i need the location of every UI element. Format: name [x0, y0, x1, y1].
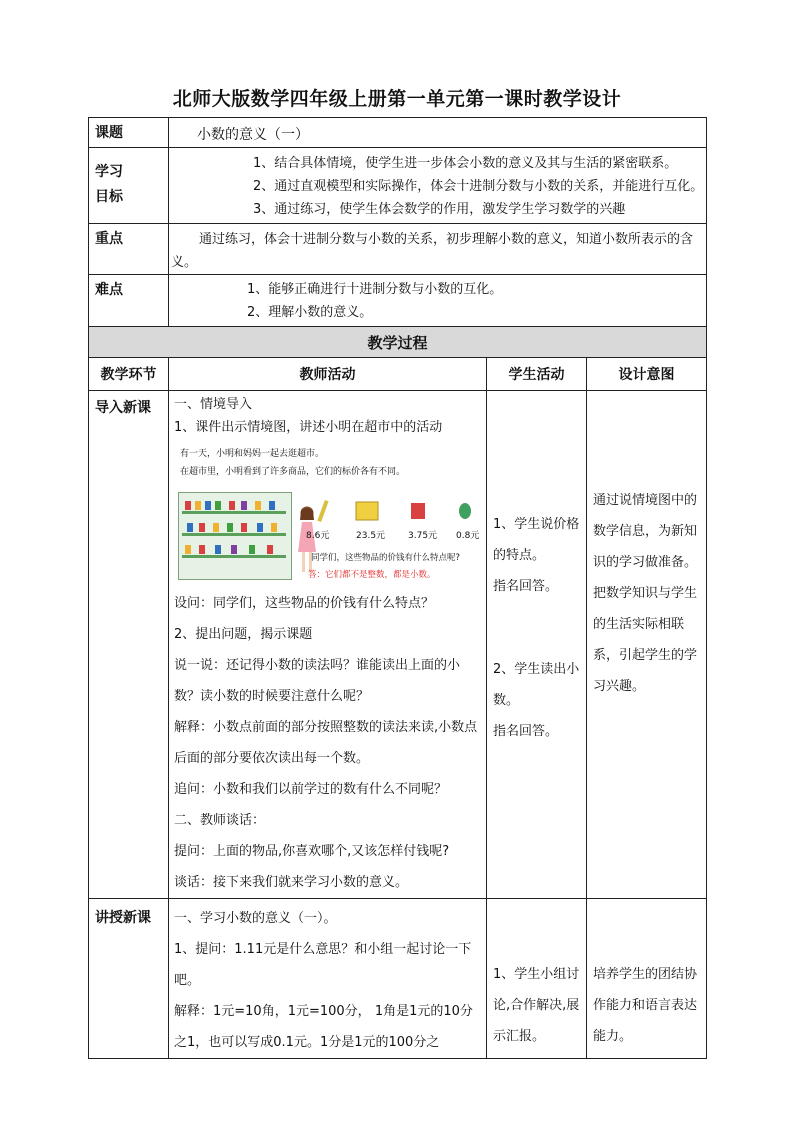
- key-points-text: 通过练习，体会十进制分数与小数的关系，初步理解小数的意义，知道小数所表示的含义。: [169, 224, 707, 275]
- key-points-label: 重点: [89, 224, 169, 275]
- topic-value: 小数的意义（一）: [169, 118, 707, 148]
- price-label: 8.6元: [306, 531, 330, 541]
- goal-item: 2、通过直观模型和实际操作，体会十进制分数与小数的关系，并能进行互化。: [253, 179, 704, 194]
- design-intent: 通过说情境图中的数学信息，为新知识的学习做准备。把数学知识与学生的生活实际相联系，引起学生的学习兴趣。: [587, 391, 707, 899]
- column-header: 设计意图: [587, 358, 707, 391]
- book-product-image: [354, 498, 380, 524]
- student-activity: 1、学生小组讨论,合作解决,展示汇报。: [487, 899, 587, 1059]
- column-header: 教学环节: [89, 358, 169, 391]
- illustration-caption: 在超市里，小明看到了许多商品，它们的标价各有不同。: [180, 467, 406, 477]
- illustration-question: 同学们，这些物品的价钱有什么特点呢?: [311, 553, 461, 563]
- difficulty-item: 1、能够正确进行十进制分数与小数的互化。: [247, 282, 503, 297]
- lesson-plan-table: [88, 117, 707, 1059]
- goals-content: [169, 148, 707, 224]
- illustration-caption: 有一天，小明和妈妈一起去逛超市。: [180, 449, 325, 459]
- difficulty-item: 2、理解小数的意义。: [247, 305, 373, 320]
- topic-label: 课题: [89, 118, 169, 148]
- document-title: 北师大版数学四年级上册第一单元第一课时教学设计: [172, 88, 622, 110]
- price-label: 0.8元: [456, 531, 480, 541]
- price-label: 3.75元: [408, 531, 438, 541]
- teacher-activity: 一、学习小数的意义（一）。 1、提问：1.11元是什么意思？和小组一起讨论一下吧。 解释：1元=10角，1元=100分， 1角是1元的10分之1，也可以写成0.1元。1分是1元的100分之: [169, 899, 487, 1059]
- difficulties-label: 难点: [89, 275, 169, 327]
- eraser-product-image: [456, 498, 474, 524]
- supermarket-shelf-image: [178, 492, 292, 580]
- process-heading: 教学过程: [89, 327, 707, 358]
- supermarket-illustration: [176, 442, 485, 586]
- price-label: 23.5元: [356, 531, 386, 541]
- goal-item: 1、结合具体情境，使学生进一步体会小数的意义及其与生活的紧密联系。: [253, 156, 678, 171]
- pen-product-image: [314, 498, 332, 524]
- goals-label: 学习 目标: [89, 148, 169, 224]
- difficulties-content: [169, 275, 707, 327]
- goal-item: 3、通过练习，使学生体会数学的作用，激发学生学习数学的兴趣: [253, 202, 626, 217]
- stage-label: 导入新课: [89, 391, 169, 899]
- design-intent: 培养学生的团结协作能力和语言表达能力。: [587, 899, 707, 1059]
- box-product-image: [408, 498, 428, 524]
- illustration-answer: 答：它们都不是整数，都是小数。: [308, 570, 436, 580]
- column-header: 学生活动: [487, 358, 587, 391]
- teacher-activity: 一、情境导入 1、课件出示情境图，讲述小明在超市中的活动 有一天，小明和妈妈一起去逛超市。 在超市里，小明看到了许多商品，它们的标价各有不同。 8.6元 23.5元 3.75元 0.8元 同学们，这些物品的价钱有什么特点呢? 答：它们都不是整数，都是小数。 设问：同学们，这些物品的价钱有什么特点？ 2、提出问题，揭示课题 说一说：还记得小数的读法吗？谁能读出上面的小数？读小数的时候要注意什么呢？ 解释：小数点前面的部分按照整数的读法来读,小数点后面的部分要依次读出每一个数。 追问：小数和我们以前学过的数有什么不同呢？ 二、教师谈话： 提问：上面的物品,你喜欢哪个,又该怎样付钱呢? 谈话：接下来我们就来学习小数的意义。: [169, 391, 487, 899]
- stage-label: 讲授新课: [89, 899, 169, 1059]
- student-activity: 1、学生说价格的特点。 指名回答。 2、学生读出小数。 指名回答。: [487, 391, 587, 899]
- column-header: 教师活动: [169, 358, 487, 391]
